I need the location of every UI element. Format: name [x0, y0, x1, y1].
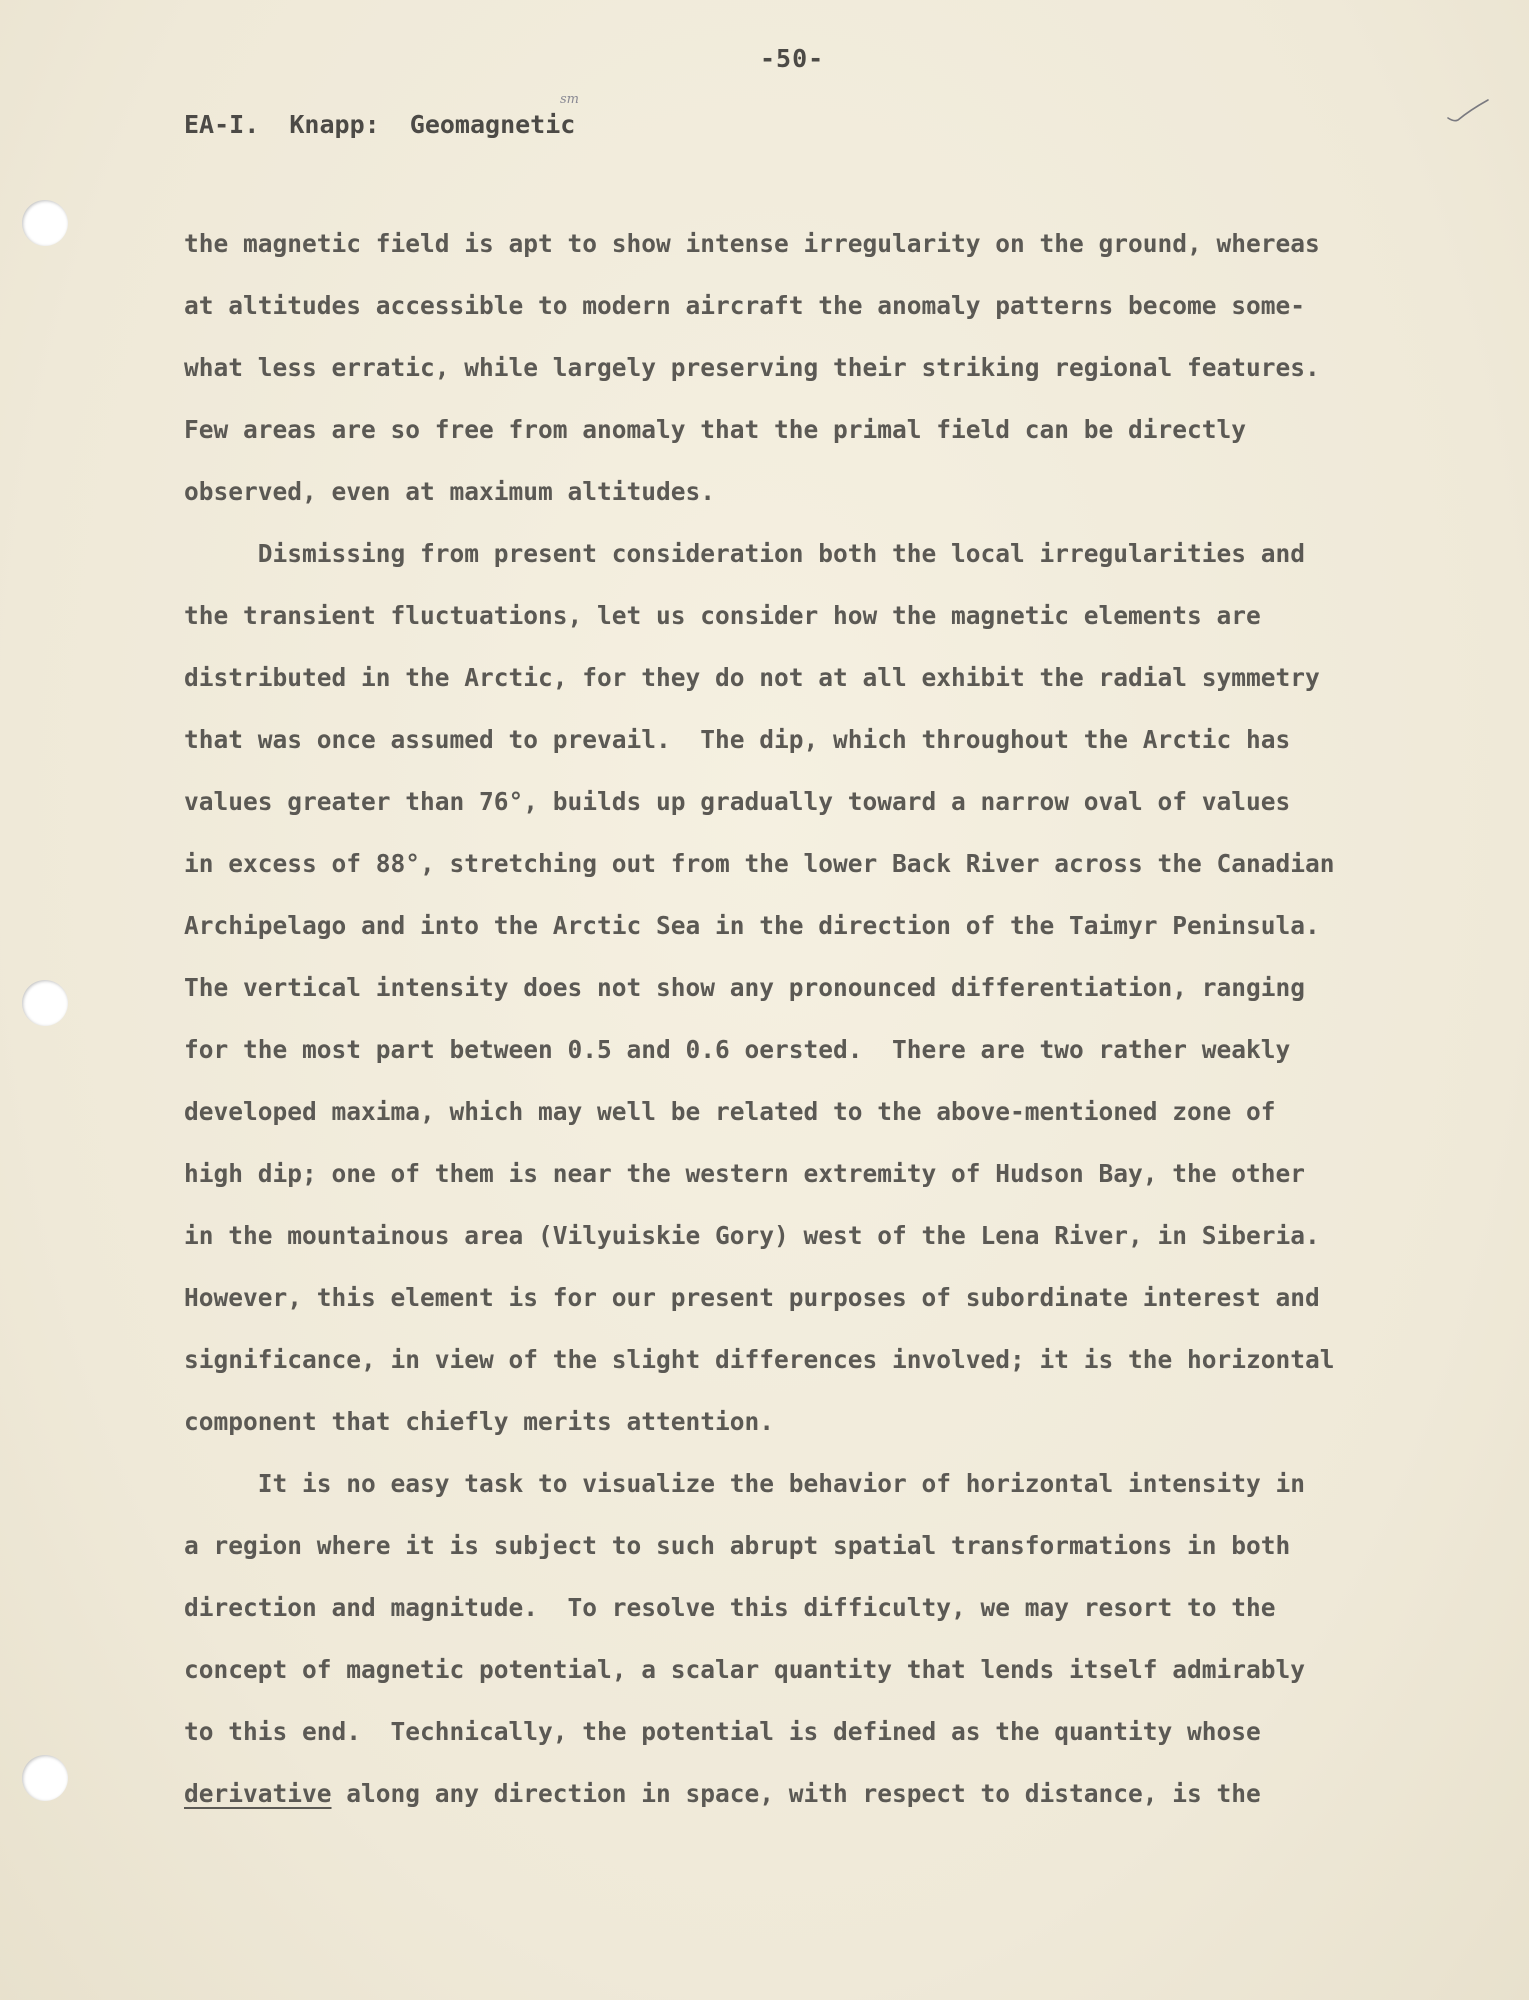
text-line: that was once assumed to prevail. The dip, which throughout the Arctic has — [184, 725, 1291, 754]
text-line: a region where it is subject to such abrupt spatial transformations in both — [184, 1531, 1291, 1560]
body-text — [184, 229, 1374, 1844]
punch-hole-bottom — [22, 1755, 68, 1801]
text-line: the transient fluctuations, let us consider how the magnetic elements are — [184, 601, 1261, 630]
text-line: what less erratic, while largely preserving their striking regional features. — [184, 353, 1320, 382]
text-line: at altitudes accessible to modern aircraft the anomaly patterns become some- — [184, 291, 1306, 320]
text-line: developed maxima, which may well be related to the above-mentioned zone of — [184, 1097, 1276, 1126]
punch-hole-middle — [22, 980, 68, 1026]
text-line: values greater than 76°, builds up gradually toward a narrow oval of values — [184, 787, 1291, 816]
pencil-annotation: sm — [560, 92, 579, 107]
text-line: in the mountainous area (Vilyuiskie Gory) west of the Lena River, in Siberia. — [184, 1221, 1320, 1250]
pencil-check-icon — [1446, 96, 1490, 124]
text-line: component that chiefly merits attention. — [184, 1407, 775, 1436]
document-header: EA-I. Knapp: Geomagnetic — [184, 110, 576, 139]
text-line-rest: along any direction in space, with respect to distance, is the — [331, 1779, 1261, 1808]
punch-hole-top — [22, 200, 68, 246]
text-line: significance, in view of the slight differences involved; it is the horizontal — [184, 1345, 1335, 1374]
text-line: distributed in the Arctic, for they do not at all exhibit the radial symmetry — [184, 663, 1320, 692]
underlined-word: derivative — [184, 1779, 332, 1808]
text-line: the magnetic field is apt to show intense irregularity on the ground, whereas — [184, 229, 1320, 258]
text-line: in excess of 88°, stretching out from the lower Back River across the Canadian — [184, 849, 1335, 878]
text-line: high dip; one of them is near the western extremity of Hudson Bay, the other — [184, 1159, 1306, 1188]
text-line: Dismissing from present consideration both the local irregularities and — [184, 539, 1306, 568]
text-line: It is no easy task to visualize the behavior of horizontal intensity in — [184, 1469, 1306, 1498]
text-line: observed, even at maximum altitudes. — [184, 477, 716, 506]
text-line: However, this element is for our present purposes of subordinate interest and — [184, 1283, 1320, 1312]
text-line: direction and magnitude. To resolve this difficulty, we may resort to the — [184, 1593, 1276, 1622]
text-line: for the most part between 0.5 and 0.6 oersted. There are two rather weakly — [184, 1035, 1291, 1064]
text-line: Few areas are so free from anomaly that the primal field can be directly — [184, 415, 1247, 444]
text-line: to this end. Technically, the potential is defined as the quantity whose — [184, 1717, 1261, 1746]
text-line: Archipelago and into the Arctic Sea in the direction of the Taimyr Peninsula. — [184, 911, 1320, 940]
text-line: The vertical intensity does not show any pronounced differentiation, ranging — [184, 973, 1306, 1002]
text-line-final — [184, 1779, 1374, 1844]
page-number: -50- — [760, 44, 825, 73]
text-line: concept of magnetic potential, a scalar quantity that lends itself admirably — [184, 1655, 1306, 1684]
